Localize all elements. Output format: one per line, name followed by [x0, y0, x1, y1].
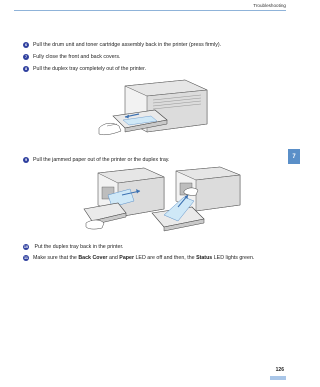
step-number-badge: 8	[24, 67, 28, 71]
step-number-badge: 7	[24, 55, 28, 59]
chapter-tab: 7	[288, 149, 300, 164]
figure-jam-duplex-tray	[144, 165, 244, 233]
step-number-badge: 9	[24, 158, 28, 162]
step-text: Pull the jammed paper out of the printer or the duplex tray.	[33, 157, 170, 163]
step-6	[23, 42, 221, 48]
status-led-label: Status	[196, 255, 213, 261]
step-text-part: and	[107, 255, 120, 261]
paper-led-label: Paper	[119, 255, 135, 261]
step-8	[23, 66, 146, 72]
step-text-part: LED are off and then, the	[134, 255, 197, 261]
step-7	[23, 54, 120, 60]
back-cover-led-label: Back Cover	[78, 255, 108, 261]
step-text: Fully close the front and back covers.	[33, 54, 121, 60]
step-11	[23, 255, 254, 261]
step-text: Pull the duplex tray completely out of the printer.	[33, 66, 147, 72]
step-10	[23, 244, 123, 250]
step-text-part: LED lights green.	[212, 255, 255, 261]
step-text: Put the duplex tray back in the printer.	[33, 244, 124, 250]
step-number-badge: 10	[23, 245, 29, 249]
step-text: Pull the drum unit and toner cartridge assembly back in the printer (press firmly).	[33, 42, 222, 48]
section-title: Troubleshooting	[253, 3, 286, 8]
page-number: 126	[275, 367, 284, 373]
step-number-badge: 11	[23, 256, 28, 260]
step-number-badge: 6	[24, 43, 28, 47]
step-text-part: Make sure that the	[33, 255, 79, 261]
page-number-bar	[270, 376, 286, 380]
figure-duplex-tray-removal	[95, 76, 210, 146]
step-text	[33, 255, 254, 261]
header-rule	[14, 10, 286, 11]
step-9	[23, 157, 170, 163]
